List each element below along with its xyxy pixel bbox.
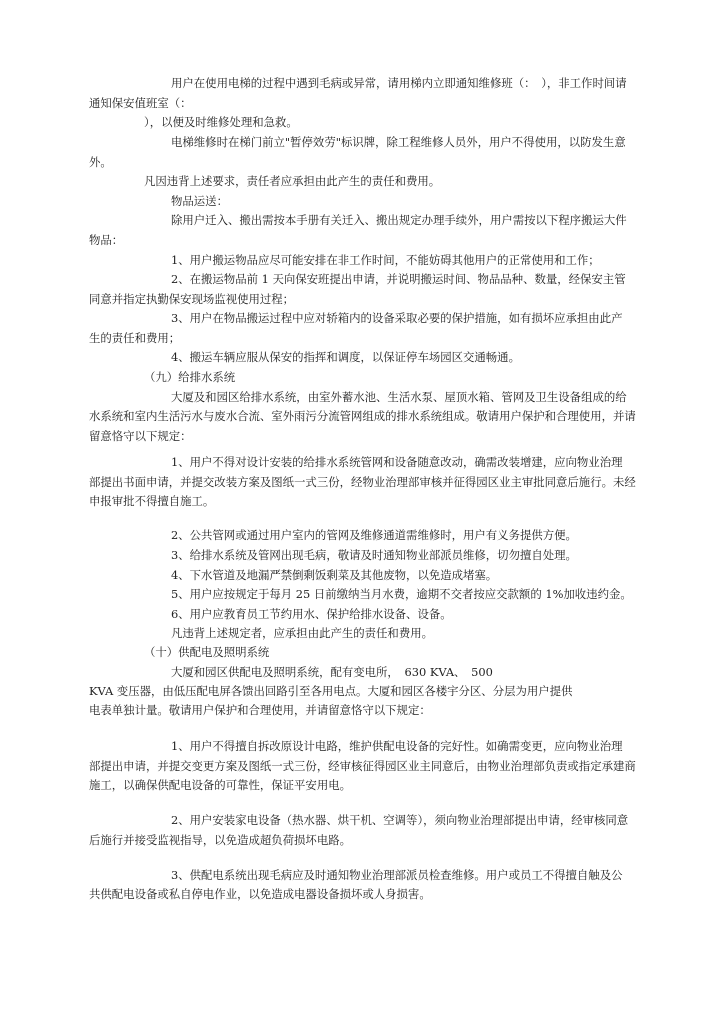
list-item: 3、给排水系统及管网出现毛病，敬请及时通知物业部派员维修，切勿擅自处理。 [171, 548, 577, 562]
paragraph-line: 通知保安值班室（： [89, 96, 192, 110]
paragraph-line: ），以便及时维修处理和急救。 [144, 115, 298, 129]
paragraph-line: 施工，以确保供配电设备的可靠性，保证平安用电。 [89, 778, 351, 792]
paragraph-line: 留意恪守以下规定： [89, 429, 192, 443]
list-item: 1、用户不得对设计安装的给排水系统管网和设备随意改动，确需改装增建，应向物业治理 [171, 455, 623, 469]
paragraph-line: 申报审批不得擅自施工。 [89, 494, 215, 508]
list-item: 3、供配电系统出现毛病应及时通知物业治理部派员检查维修。用户或员工不得擅自触及公 [171, 868, 623, 882]
paragraph-line: 电梯维修时在梯门前立"暂停效劳"标识牌，除工程维修人员外，用户不得使用，以防发生意 [171, 135, 626, 149]
paragraph-line: 凡因违背上述要求，责任者应承担由此产生的责任和费用。 [144, 174, 441, 188]
paragraph-line: 同意并指定执勤保安现场监视使用过程； [89, 292, 295, 306]
list-item: 1、用户不得擅自拆改原设计电路，维护供配电设备的完好性。如确需变更，应向物业治理 [171, 739, 623, 753]
section-heading: 物品运送： [171, 194, 228, 208]
paragraph-line: 部提出申请，并提交变更方案及图纸一式三份，经审核征得园区业主同意后，由物业治理部负责或指定承建商 [89, 759, 636, 773]
paragraph-line: 大厦和园区供配电及照明系统，配有变电所， 630 KVA、 500 [171, 665, 493, 679]
list-item: 6、用户应教育员工节约用水、保护给排水设备、设备。 [171, 607, 452, 621]
list-item: 4、搬运车辆应服从保安的指挥和调度，以保证停车场园区交通畅通。 [171, 350, 520, 364]
paragraph-line: 生的责任和费用； [89, 331, 181, 345]
paragraph-line: 大厦及和园区给排水系统，由室外蓄水池、生活水泵、屋顶水箱、管网及卫生设备组成的给 [171, 390, 627, 404]
list-item: 3、用户在物品搬运过程中应对轿箱内的设备采取必要的保护措施，如有损坏应承担由此产 [171, 311, 623, 325]
list-item: 2、在搬运物品前 1 天向保安班提出申请，并说明搬运时间、物品品种、数量，经保安主管 [171, 272, 626, 286]
section-heading: （十）供配电及照明系统 [144, 645, 270, 659]
paragraph-line: 凡违背上述规定者，应承担由此产生的责任和费用。 [171, 626, 433, 640]
section-heading: （九）给排水系统 [144, 370, 236, 384]
paragraph-line: 电表单独计量。敬请用户保护和合理使用，并请留意恪守以下规定： [89, 703, 431, 717]
paragraph-line: 用户在使用电梯的过程中遇到毛病或异常，请用梯内立即通知维修班（： ），非工作时间请 [171, 76, 627, 90]
paragraph-line: 部提出书面申请，并提交改装方案及图纸一式三份，经物业治理部审核并征得园区业主审批同意后施行。未经 [89, 475, 636, 489]
list-item: 5、用户应按规定于每月 25 日前缴纳当月水费，逾期不交者按应交款额的 1%加收违约金。 [171, 587, 632, 601]
list-item: 4、下水管道及地漏严禁倒剩饭剩菜及其他废物，以免造成堵塞。 [171, 568, 498, 582]
list-item: 1、用户搬运物品应尽可能安排在非工作时间，不能妨碍其他用户的正常使用和工作； [171, 253, 600, 267]
paragraph-line: 共供配电设备或私自停电作业，以免造成电器设备损坏或人身损害。 [89, 887, 431, 901]
paragraph-line: 物品： [89, 233, 124, 247]
list-item: 2、公共管网或通过用户室内的管网及维修通道需维修时，用户有义务提供方便。 [171, 528, 577, 542]
list-item: 2、用户安装家电设备（热水器、烘干机、空调等），须向物业治理部提出申请，经审核同意 [171, 813, 629, 827]
paragraph-line: KVA 变压器，由低压配电屏各馈出回路引至各用电点。大厦和园区各楼宇分区、分层为用户提供 [89, 684, 573, 698]
paragraph-line: 除用户迁入、搬出需按本手册有关迁入、搬出规定办理手续外，用户需按以下程序搬运大件 [171, 213, 627, 227]
paragraph-line: 水系统和室内生活污水与废水合流、室外雨污分流管网组成的排水系统组成。敬请用户保护和合理使用，并请 [89, 409, 636, 423]
paragraph-line: 外。 [89, 155, 112, 169]
paragraph-line: 后施行并接受监视指导，以免造成超负荷损坏电路。 [89, 833, 351, 847]
